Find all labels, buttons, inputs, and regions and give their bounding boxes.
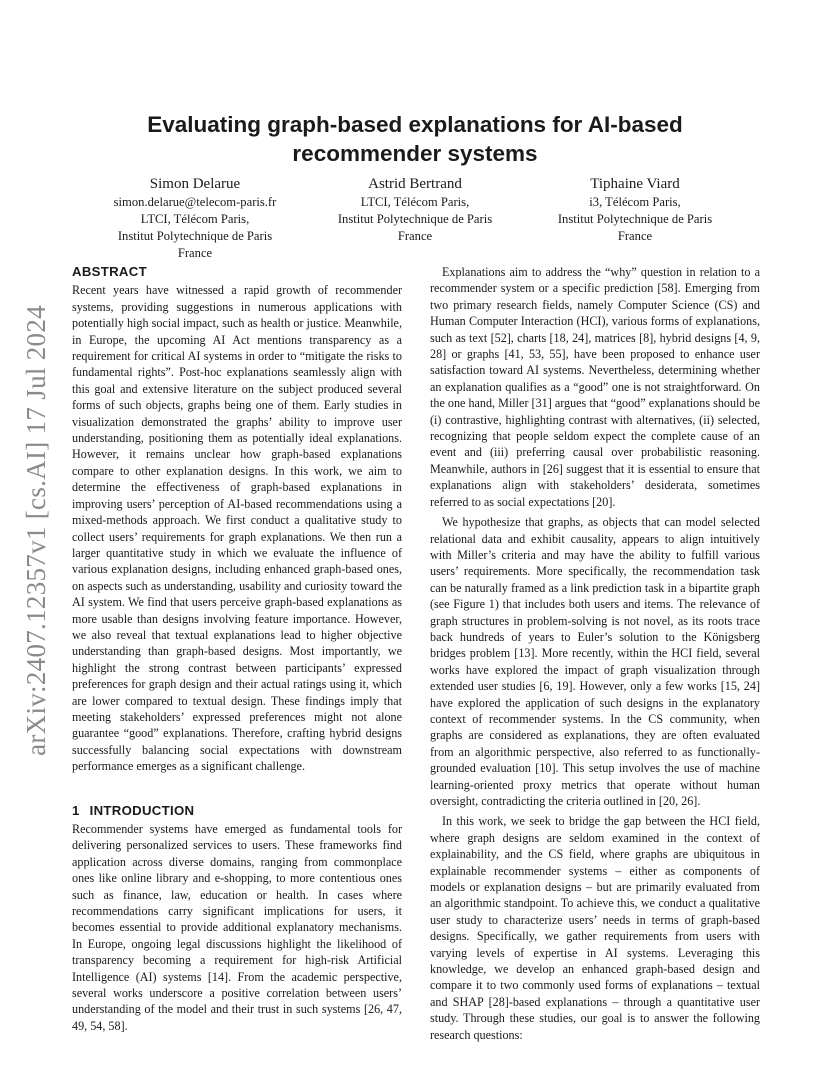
author-country: France: [617, 229, 653, 243]
author-affiliation: i3, Télécom Paris,: [589, 195, 681, 209]
introduction-heading: [72, 803, 402, 819]
right-column: [430, 264, 760, 1047]
body-paragraph: In this work, we seek to bridge the gap between the HCI field, where graph designs are seldom examined in the context of explainability, and the CS field, where graphs are ubiquitous in explainable recommender systems – either as components of models or explanation designs – but are primarily evaluated from an algorithmic standpoint. To achieve this, we conduct a qualitative user study to characterize users’ needs in terms of graph-based designs. Specifically, we gather requirements from users with varying levels of expertise in AI systems. Leveraging this knowledge, we develop an enhanced graph-based design and compare it to two commonly used forms of explanations – textual and SHAP [28]-based explanations – through a quantitative user study. Through these studies, our goal is to answer the following research questions:: [430, 814, 760, 1042]
abstract-text: Recent years have witnessed a rapid growth of recommender systems, providing suggestions in numerous applications with potentially high social impact, such as health or justice. Meanwhile, in Europe, the upcoming AI Act mentions transparency as a requirement for critical AI systems in order to “mitigate the risks to fundamental rights”. Post-hoc explanations seamlessly align with this goal and extensive literature on the subject produced several forms of such objects, graphs being one of them. Early studies in visualization demonstrated the graphs’ ability to improve user understanding, positioning them as potentially ideal explanations. However, it remains unclear how graph-based explanations compare to other explanation designs. In this work, we aim to determine the effectiveness of graph-based explanations in improving users’ perception of AI-based recommendations using a mixed-methods approach. We first conduct a qualitative study to collect users’ requirements for graph explanations. We then run a larger quantitative study in which we evaluate the influence of various explanation designs, including enhanced graph-based ones, on aspects such as understanding, usability and curiosity toward the AI system. We find that users perceive graph-based explanations as more usable than designs involving feature importance. However, we also reveal that textual explanations lead to higher objective understanding than graph-based designs. Most importantly, we highlight the strong contrast between participants’ expressed preferences for graph design and their actual ratings using it, which are lower compared to textual design. These findings imply that meeting stakeholders’ expressed preferences might not alone guarantee “good” explanations. Therefore, crafting hybrid designs successfully balancing social expectations with downstream performance emerges as a significant challenge.: [72, 283, 402, 774]
section-title: INTRODUCTION: [89, 802, 195, 818]
author-email[interactable]: simon.delarue@telecom-paris.fr: [113, 195, 277, 209]
author-affiliation: LTCI, Télécom Paris,: [140, 212, 250, 226]
author-country: France: [177, 246, 213, 260]
author-institution: Institut Polytechnique de Paris: [337, 212, 493, 226]
section-number: 1: [72, 802, 80, 818]
body-paragraph: Explanations aim to address the “why” question in relation to a recommender system or a specific prediction [58]. Emerging from two primary research fields, namely Computer Science (CS) and Human Computer Interaction (HCI), various forms of explanations, such as text [52], charts [18, 24], matrices [8], hybrid designs [4, 9, 28] or graphs [41, 53, 55], have been proposed to enhance user satisfaction toward AI systems. Nevertheless, determining whether an explanation qualifies as a “good” one is not straightforward. On the one hand, Miller [31] argues that “good” explanations should be (i) contrastive, highlighting contrast with alternatives, (ii) selected, recognizing that people seldom expect the complete cause of an event and (iii) preferring causal over probabilistic reasoning. Meanwhile, authors in [26] suggest that it is essential to ensure that explanations align with stakeholders’ desiderata, sometimes referred to as social expectations [20].: [430, 265, 760, 509]
arxiv-identifier-text: arXiv:2407.12357v1 [cs.AI] 17 Jul 2024: [20, 304, 51, 756]
author-name: Astrid Bertrand: [368, 176, 462, 192]
author-affiliation: LTCI, Télécom Paris,: [360, 195, 470, 209]
author-name: Simon Delarue: [149, 176, 241, 192]
author-institution: Institut Polytechnique de Paris: [117, 229, 273, 243]
author-block: [70, 175, 760, 260]
paper-title: Evaluating graph-based explanations for AI-based recommender systems: [147, 112, 683, 166]
author-3: [530, 175, 740, 245]
introduction-paragraph-1: Recommender systems have emerged as fundamental tools for delivering personalized services to users. These frameworks find application across diverse domains, ranging from commonplace ones like online library and e-shopping, to more contentious ones such as finance, law, education or health. In cases where recommendations carry significant implications for users, it becomes essential to provide additional explanatory mechanisms. In Europe, ongoing legal discussions highlight the likelihood of transparency becoming a requirement for high-risk Artificial Intelligence (AI) systems [14]. From the academic perspective, several works underscore a positive correlation between users’ understanding of the model and their trust in such systems [26, 47, 49, 54, 58].: [72, 822, 402, 1033]
author-1: [90, 175, 300, 262]
abstract-heading: ABSTRACT: [72, 264, 147, 279]
author-2: [310, 175, 520, 245]
arxiv-identifier: [10, 300, 62, 760]
author-name: Tiphaine Viard: [590, 176, 680, 192]
author-country: France: [397, 229, 433, 243]
body-paragraph: We hypothesize that graphs, as objects that can model selected relational data and exhibit causality, appears to align intuitively with Miller’s criteria and may have the ability to fulfill various users’ requirements. More specifically, the recommendation task can be naturally framed as a link prediction task in a bipartite graph (see Figure 1) that includes both users and items. The relevance of graph structures in problem-solving is not novel, as its roots trace back hundreds of years to Euler’s solution to the Königsberg bridges problem [13]. More recently, within the HCI field, several works have explored the impact of graph visualization through extended user studies [6, 19]. However, only a few works [15, 24] have explored the application of such designs in the explanatory context of recommender systems. In the CS community, when graphs are considered as explanations, they are often evaluated from an algorithmic perspective, also referred to as functionally-grounded evaluation [10]. This setup involves the use of machine learning-oriented proxy metrics that operate without human oversight, contradicting the criteria outlined in [20, 26].: [430, 515, 760, 808]
left-column: [72, 264, 402, 1034]
author-institution: Institut Polytechnique de Paris: [557, 212, 713, 226]
